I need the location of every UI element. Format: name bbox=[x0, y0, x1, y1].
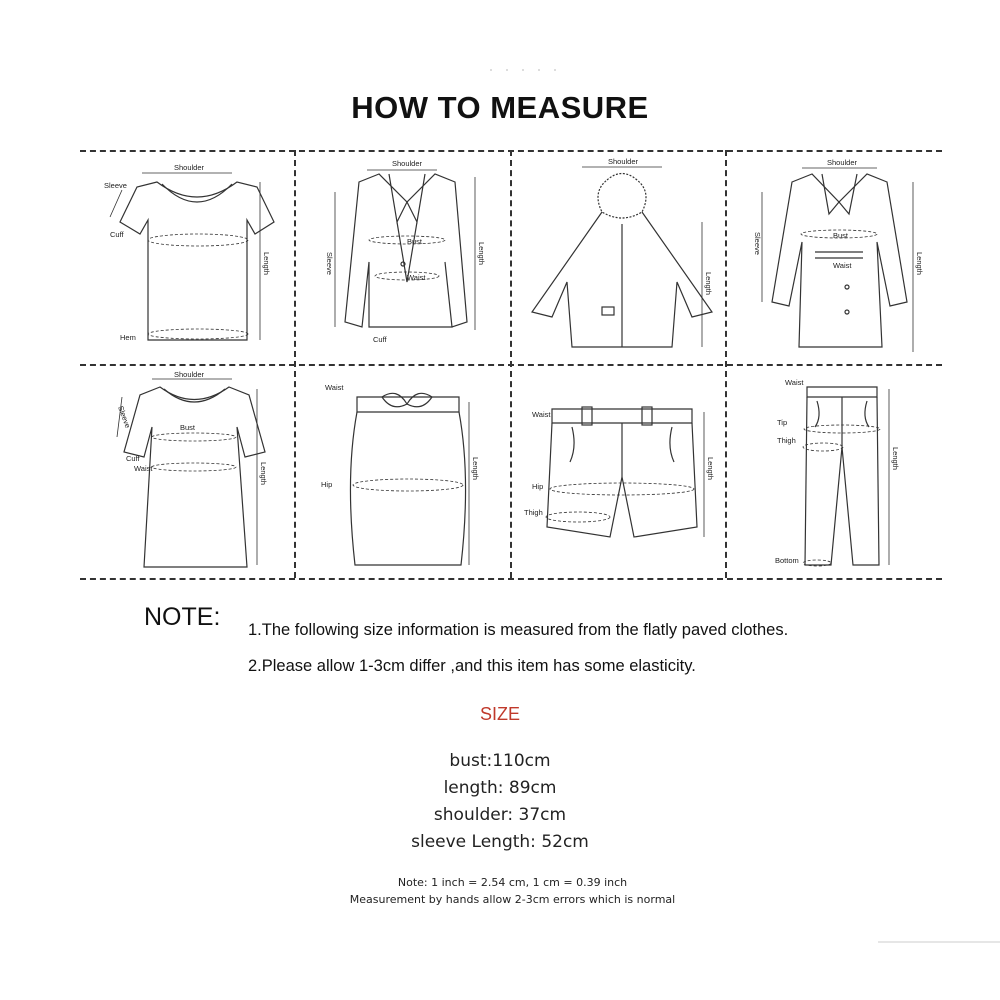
svg-text:Shoulder: Shoulder bbox=[827, 158, 858, 167]
size-list bbox=[0, 748, 1000, 856]
svg-text:Bust: Bust bbox=[833, 231, 849, 240]
svg-text:Waist: Waist bbox=[407, 273, 426, 282]
dress-diagram bbox=[82, 367, 292, 577]
svg-text:Length: Length bbox=[915, 252, 924, 275]
svg-text:Cuff: Cuff bbox=[373, 335, 387, 344]
conversion-line-2: Measurement by hands allow 2-3cm errors which is normal bbox=[349, 893, 676, 906]
svg-text:Thigh: Thigh bbox=[777, 436, 796, 445]
note-text bbox=[248, 612, 788, 684]
svg-text:Sleeve: Sleeve bbox=[753, 232, 762, 255]
cape-diagram bbox=[512, 152, 722, 362]
size-sleeve-length: sleeve Length: 52cm bbox=[411, 832, 589, 852]
svg-text:Cuff: Cuff bbox=[126, 454, 140, 463]
top-dots bbox=[490, 58, 560, 60]
svg-text:Hip: Hip bbox=[321, 480, 333, 489]
svg-text:Thigh: Thigh bbox=[524, 508, 543, 517]
svg-text:Length: Length bbox=[704, 272, 713, 295]
svg-text:Shoulder: Shoulder bbox=[392, 159, 423, 168]
svg-text:Shoulder: Shoulder bbox=[174, 163, 205, 172]
page-title: HOW TO MEASURE bbox=[351, 90, 649, 125]
coat-diagram bbox=[727, 152, 937, 362]
svg-text:Sleeve: Sleeve bbox=[116, 404, 133, 430]
svg-text:Cuff: Cuff bbox=[110, 230, 124, 239]
svg-text:Length: Length bbox=[477, 242, 486, 265]
svg-text:Length: Length bbox=[471, 457, 480, 480]
size-bust: bust:110cm bbox=[449, 751, 551, 771]
tshirt-diagram bbox=[82, 152, 292, 362]
measure-diagram-grid bbox=[80, 150, 942, 580]
svg-text:Waist: Waist bbox=[785, 378, 804, 387]
svg-text:Bust: Bust bbox=[407, 237, 423, 246]
conversion-note bbox=[0, 874, 1000, 908]
svg-text:Waist: Waist bbox=[134, 464, 153, 473]
note-label: NOTE: bbox=[144, 603, 221, 631]
svg-text:Sleeve: Sleeve bbox=[325, 252, 334, 275]
svg-text:Waist: Waist bbox=[833, 261, 852, 270]
grid-line-v1 bbox=[294, 150, 296, 578]
svg-text:Length: Length bbox=[259, 462, 268, 485]
grid-line-bottom bbox=[80, 578, 942, 580]
note-line-2: 2.Please allow 1-3cm differ ,and this item has some elasticity. bbox=[248, 657, 696, 675]
svg-text:Shoulder: Shoulder bbox=[608, 157, 639, 166]
svg-text:Length: Length bbox=[891, 447, 900, 470]
svg-text:Length: Length bbox=[262, 252, 271, 275]
size-title: SIZE bbox=[479, 704, 520, 724]
svg-text:Bust: Bust bbox=[180, 423, 196, 432]
svg-text:Tip: Tip bbox=[777, 418, 788, 427]
size-length: length: 89cm bbox=[443, 778, 557, 798]
conversion-line-1: Note: 1 inch = 2.54 cm, 1 cm = 0.39 inch bbox=[397, 876, 628, 889]
size-shoulder: shoulder: 37cm bbox=[433, 805, 567, 825]
shorts-diagram bbox=[512, 367, 722, 577]
skirt-diagram bbox=[297, 367, 507, 577]
corner-divider bbox=[878, 941, 1000, 943]
note-line-1: 1.The following size information is measured from the flatly paved clothes. bbox=[248, 621, 789, 639]
svg-text:Bottom: Bottom bbox=[775, 556, 799, 565]
svg-text:Shoulder: Shoulder bbox=[174, 370, 205, 379]
svg-text:Waist: Waist bbox=[532, 410, 551, 419]
svg-text:Hem: Hem bbox=[120, 333, 136, 342]
blazer-diagram bbox=[297, 152, 507, 362]
svg-text:Sleeve: Sleeve bbox=[104, 181, 127, 190]
svg-text:Length: Length bbox=[706, 457, 715, 480]
svg-text:Hip: Hip bbox=[532, 482, 544, 491]
svg-text:Waist: Waist bbox=[325, 383, 344, 392]
pants-diagram bbox=[727, 367, 937, 577]
